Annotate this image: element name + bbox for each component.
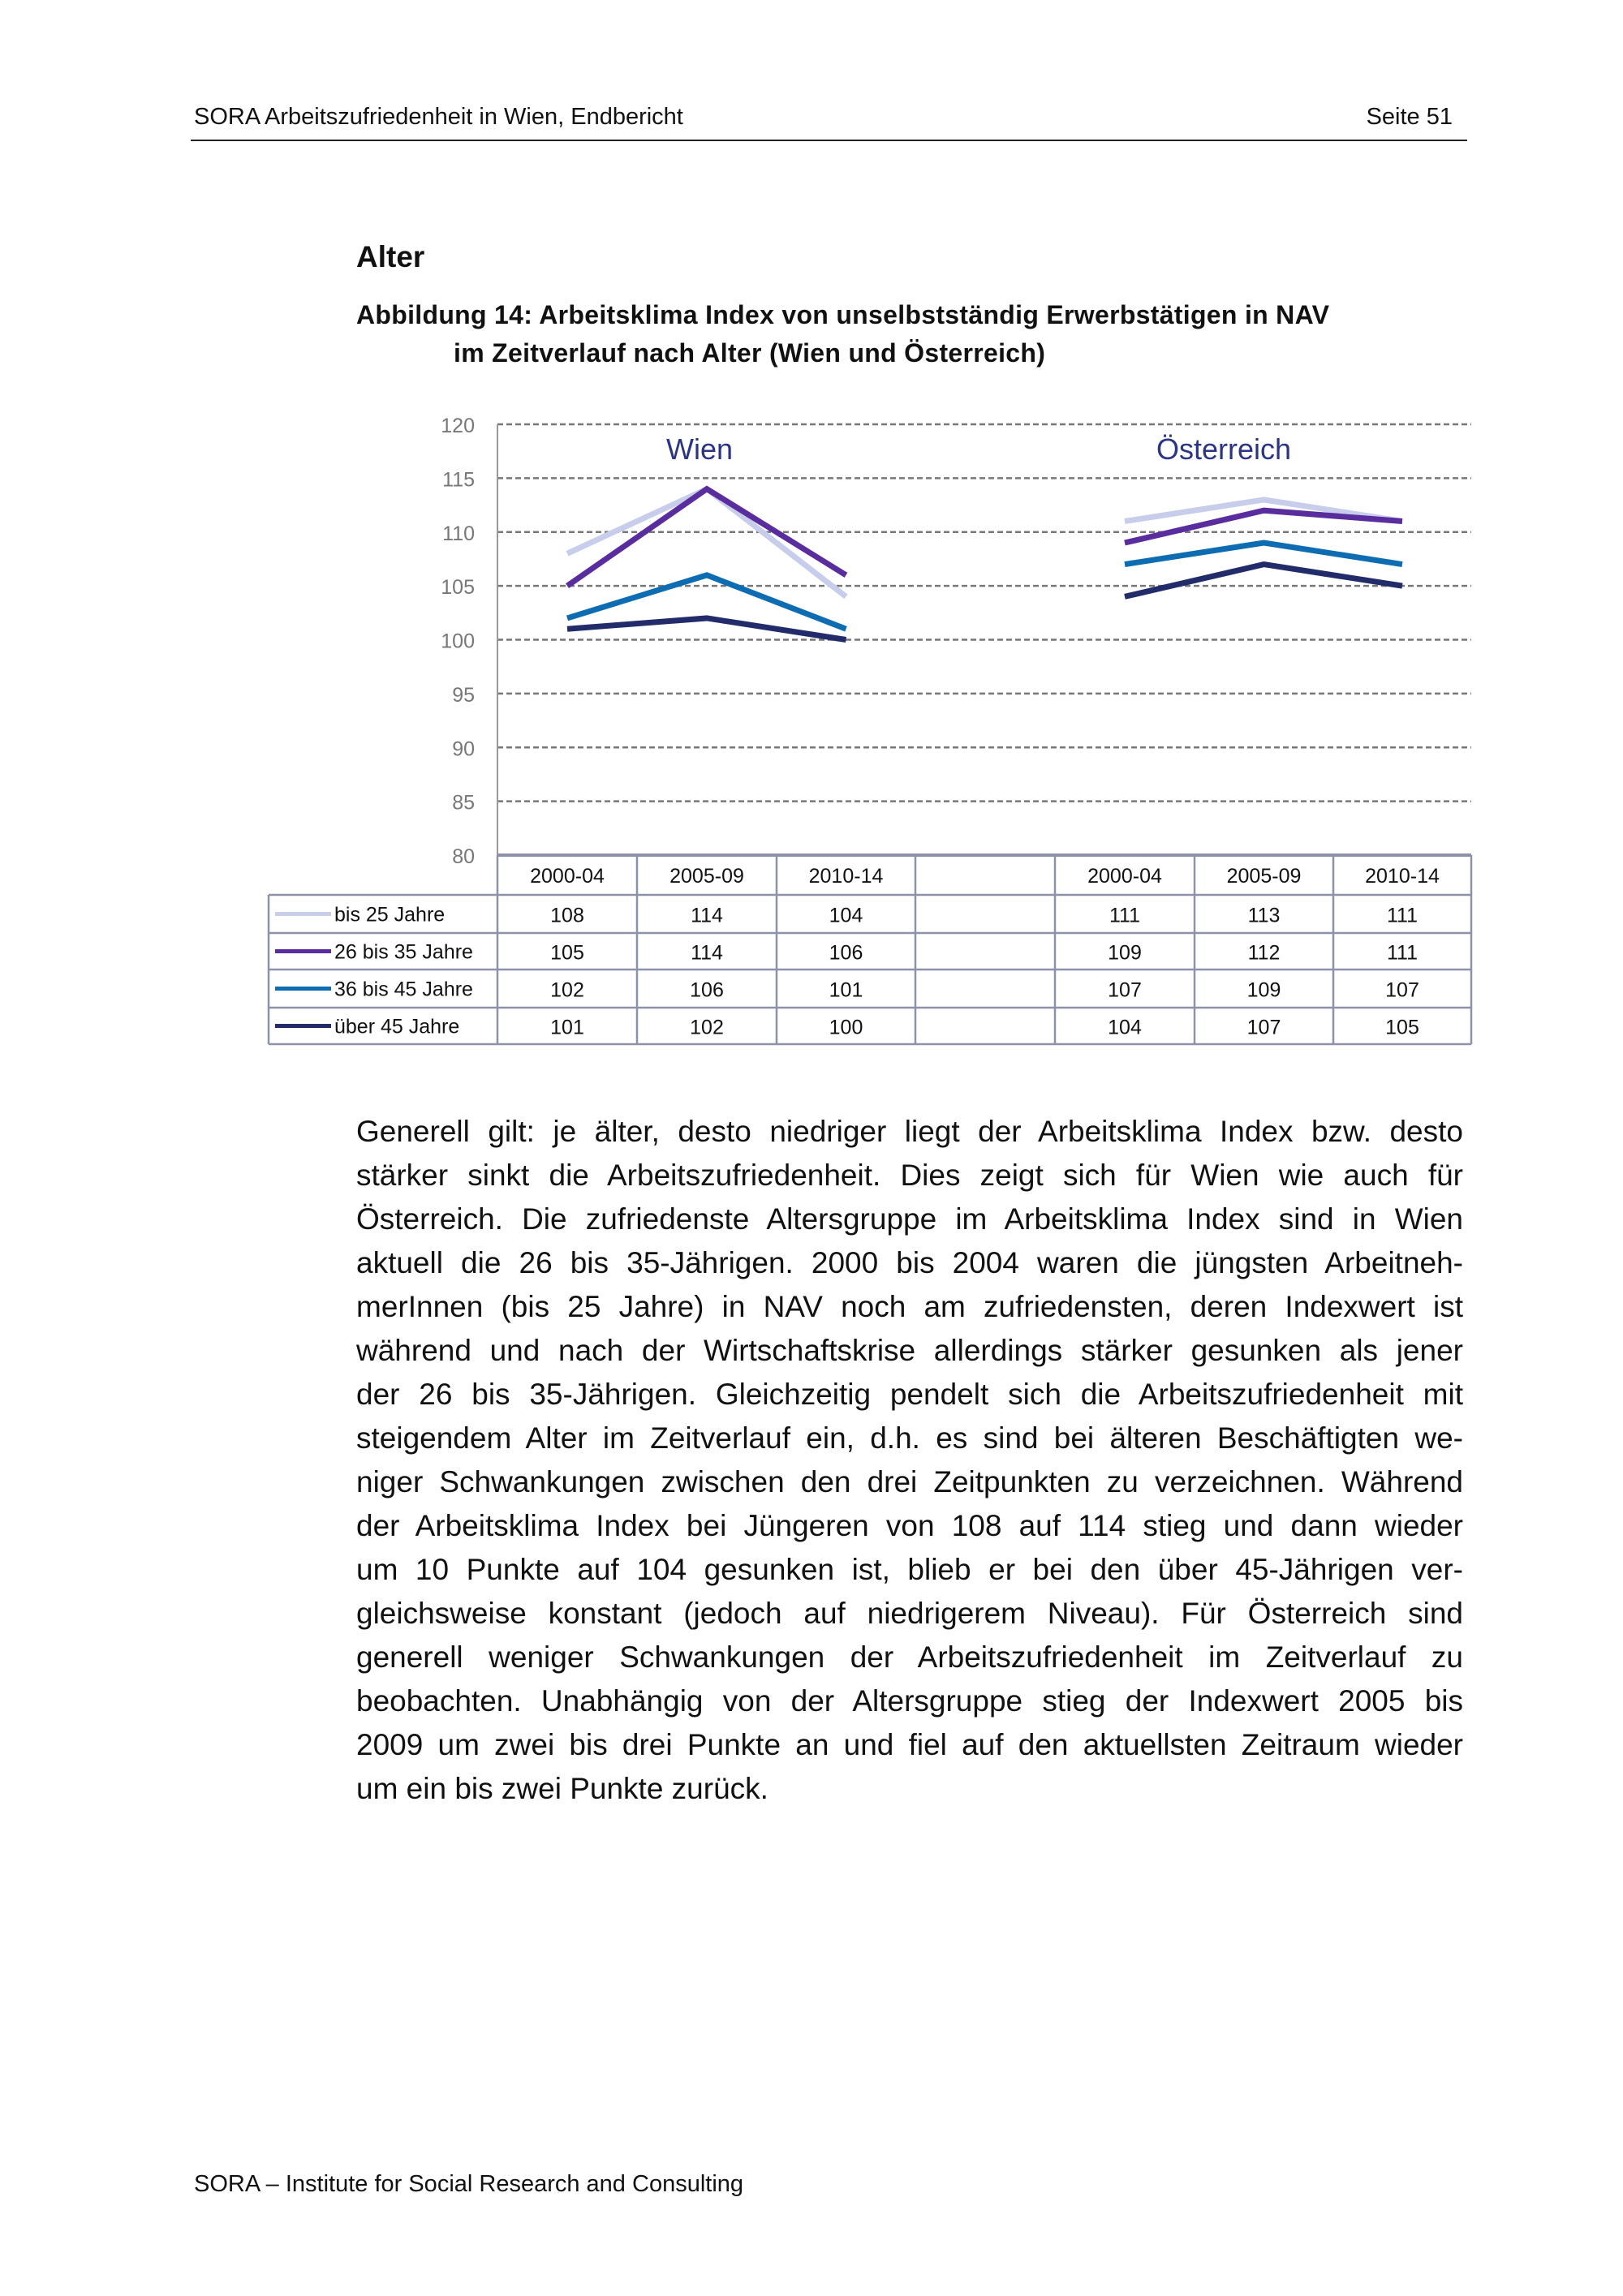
series-line-wien	[567, 489, 846, 586]
data-label: 107	[1385, 978, 1419, 1002]
x-category-label: 2010-14	[808, 865, 884, 888]
line-chart	[0, 0, 1623, 1071]
series-line-oesterreich	[1125, 543, 1402, 565]
data-label: 113	[1247, 904, 1281, 927]
y-tick-label: 120	[441, 415, 475, 437]
series-line-wien	[567, 618, 846, 640]
body-line: niger Schwankungen zwischen den drei Zeitpunkten zu verzeichnen. Während	[356, 1465, 1463, 1498]
data-label: 109	[1246, 978, 1281, 1002]
data-label: 102	[550, 978, 584, 1002]
legend-label: über 45 Jahre	[334, 1015, 460, 1038]
data-label: 106	[829, 941, 863, 965]
body-line: steigendem Alter im Zeitverlauf ein, d.h. es sind bei älteren Beschäftigten we-	[356, 1421, 1463, 1455]
body-line: während und nach der Wirtschaftskrise allerdings stärker gesunken als jener	[356, 1334, 1463, 1367]
x-category-label: 2000-04	[530, 865, 605, 888]
y-tick-label: 105	[441, 576, 475, 600]
data-label: 107	[1246, 1016, 1281, 1039]
y-tick-label: 95	[452, 683, 475, 707]
body-line: der 26 bis 35-Jährigen. Gleichzeitig pendelt sich die Arbeitszufriedenheit mit	[356, 1378, 1463, 1411]
y-tick-label: 90	[452, 737, 475, 761]
data-label: 111	[1109, 904, 1141, 927]
body-line: Generell gilt: je älter, desto niedriger liegt der Arbeitsklima Index bzw. desto	[356, 1115, 1463, 1148]
x-category-label: 2010-14	[1365, 865, 1440, 888]
data-label: 100	[829, 1016, 863, 1039]
body-line: um ein bis zwei Punkte zurück.	[356, 1772, 768, 1805]
footer-text: SORA – Institute for Social Research and Consulting	[194, 2171, 744, 2197]
data-label: 111	[1386, 904, 1419, 927]
body-line: merInnen (bis 25 Jahre) in NAV noch am zufriedensten, deren Indexwert ist	[356, 1290, 1463, 1323]
data-label: 109	[1108, 941, 1142, 965]
body-line: der Arbeitsklima Index bei Jüngeren von 108 auf 114 stieg und dann wieder	[356, 1509, 1463, 1542]
data-label: 104	[1108, 1016, 1142, 1039]
body-line: Österreich. Die zufriedenste Altersgruppe im Arbeitsklima Index sind in Wien	[356, 1202, 1463, 1236]
body-line: um 10 Punkte auf 104 gesunken ist, blieb er bei den über 45-Jährigen ver-	[356, 1553, 1463, 1586]
y-tick-label: 110	[442, 522, 475, 545]
body-line: stärker sinkt die Arbeitszufriedenheit. Dies zeigt sich für Wien wie auch für	[356, 1159, 1463, 1192]
figure-caption-line1: Abbildung 14: Arbeitsklima Index von unselbstständig Erwerbstätigen in NAV	[356, 300, 1330, 329]
group-label: Wien	[665, 432, 734, 466]
legend-label: 26 bis 35 Jahre	[334, 940, 473, 964]
legend-label: bis 25 Jahre	[334, 903, 446, 927]
body-line: 2009 um zwei bis drei Punkte an und fiel auf den aktuellsten Zeitraum wieder	[356, 1728, 1463, 1761]
data-label: 111	[1386, 941, 1419, 965]
header-title: SORA Arbeitszufriedenheit in Wien, Endbericht	[194, 104, 683, 130]
series-line-wien	[567, 489, 846, 597]
data-label: 102	[690, 1016, 724, 1039]
x-category-label: 2000-04	[1087, 865, 1162, 888]
y-tick-label: 85	[452, 791, 475, 815]
x-category-label: 2005-09	[1226, 865, 1302, 888]
legend-label: 36 bis 45 Jahre	[334, 978, 473, 1001]
data-label: 104	[829, 904, 863, 927]
data-label: 108	[550, 904, 584, 927]
data-label: 106	[690, 978, 724, 1002]
data-label: 114	[691, 941, 723, 965]
data-label: 101	[550, 1016, 584, 1039]
data-label: 114	[691, 904, 723, 927]
data-label: 112	[1247, 941, 1281, 965]
body-line: aktuell die 26 bis 35-Jährigen. 2000 bis 2004 waren die jüngsten Arbeitneh-	[356, 1246, 1463, 1279]
data-label: 105	[550, 941, 584, 965]
figure-caption-line2: im Zeitverlauf nach Alter (Wien und Österreich)	[454, 338, 1046, 368]
data-label: 107	[1108, 978, 1142, 1002]
body-line: gleichsweise konstant (jedoch auf niedrigerem Niveau). Für Österreich sind	[356, 1597, 1463, 1630]
y-tick-label: 115	[442, 468, 475, 492]
data-label: 105	[1385, 1016, 1419, 1039]
page-number: Seite 51	[1366, 104, 1453, 130]
data-label: 101	[829, 978, 863, 1002]
body-paragraph	[356, 1110, 1463, 1811]
body-line: generell weniger Schwankungen der Arbeitszufriedenheit im Zeitverlauf zu	[356, 1640, 1463, 1674]
section-title: Alter	[356, 240, 425, 273]
x-category-label: 2005-09	[669, 865, 744, 888]
body-line: beobachten. Unabhängig von der Altersgruppe stieg der Indexwert 2005 bis	[356, 1684, 1463, 1718]
series-line-oesterreich	[1125, 565, 1402, 597]
y-tick-label: 80	[452, 845, 475, 868]
y-tick-label: 100	[441, 630, 475, 653]
group-label: Österreich	[1156, 432, 1292, 466]
